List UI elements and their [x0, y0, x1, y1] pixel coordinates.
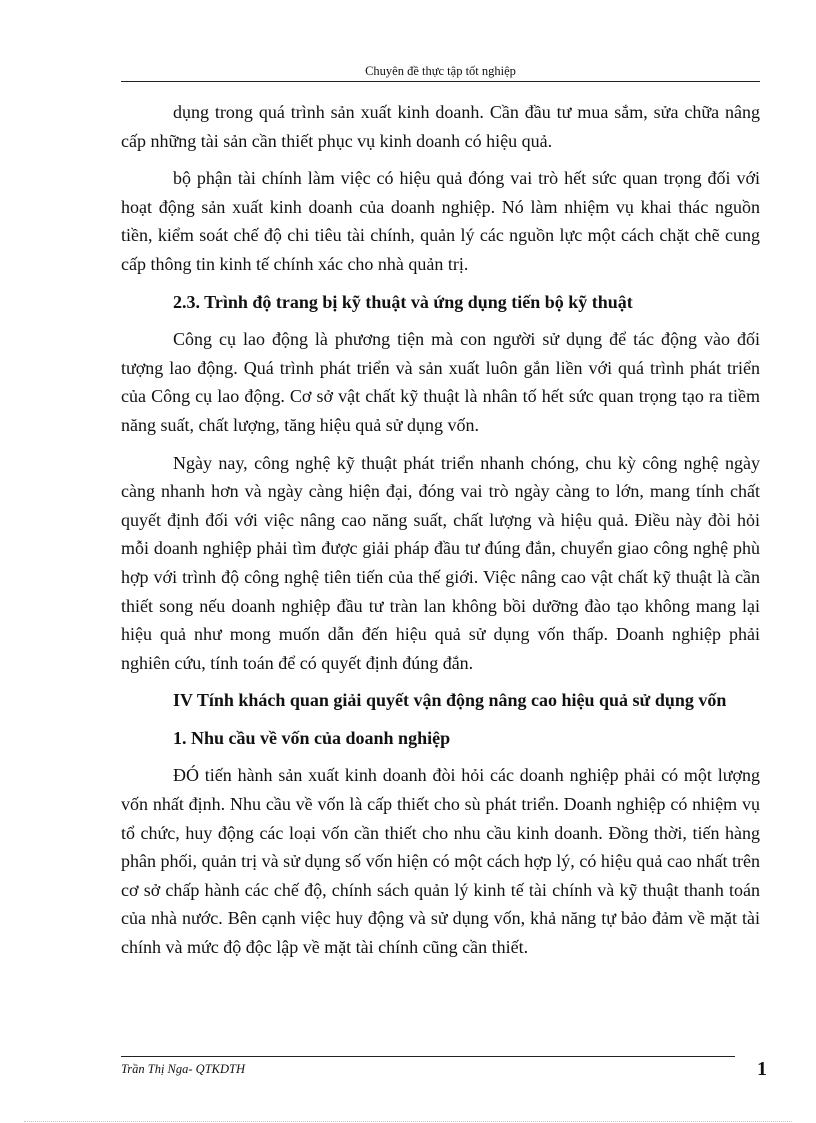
section-heading-2-3: 2.3. Trình độ trang bị kỹ thuật và ứng dụng tiến bộ kỹ thuật	[173, 291, 633, 312]
header-divider	[121, 81, 760, 82]
paragraph-3: Công cụ lao động là phương tiện mà con người sử dụng để tác động vào đối tượng lao động. Quá trình phát triển và sản xuất luôn gắn liền với quá trình phát triển của Công cụ lao động. Cơ sở vật chất kỹ thuật là nhân tố hết sức quan trọng tạo ra tiềm năng suất, chất lượng, tăng hiệu quả sử dụng vốn.	[121, 329, 760, 435]
section-heading-1: 1. Nhu cầu về vốn của doanh nghiệp	[173, 727, 451, 748]
page-bottom-edge	[24, 1121, 792, 1122]
footer-divider	[121, 1056, 735, 1057]
paragraph-1: dụng trong quá trình sản xuất kinh doanh. Cần đầu tư mua sắm, sửa chữa nâng cấp những tài sản cần thiết phục vụ kinh doanh có hiệu quả.	[121, 102, 760, 151]
paragraph-4: Ngày nay, công nghệ kỹ thuật phát triển nhanh chóng, chu kỳ công nghệ ngày càng nhanh hơn và ngày càng hiện đại, đóng vai trò ngày càng to lớn, mang tính chất quyết định đối với việc nâng cao năng suất, chất lượng và hiệu quả. Điều này đòi hỏi mỗi doanh nghiệp phải tìm được giải pháp đầu tư đúng đắn, chuyển giao công nghệ phù hợp với trình độ công nghệ tiên tiến của thế giới. Việc nâng cao vật chất kỹ thuật là cần thiết song nếu doanh nghiệp đầu tư tràn lan không bồi dưỡng đào tạo không mang lại hiệu quả như mong muốn dẫn đến hiệu quả sử dụng vốn thấp. Doanh nghiệp phải nghiên cứu, tính toán để có quyết định đúng đắn.	[121, 452, 760, 673]
page-number: 1	[757, 1058, 767, 1080]
footer-author: Trần Thị Nga- QTKDTH	[121, 1062, 245, 1076]
paragraph-5: ĐÓ tiến hành sản xuất kinh doanh đòi hỏi các doanh nghiệp phải có một lượng vốn nhất định. Nhu cầu về vốn là cấp thiết cho sù phát triển. Doanh nghiệp có nhiệm vụ tổ chức, huy động các loại vốn cần thiết cho nhu cầu kinh doanh. Đồng thời, tiến hàng phân phối, quản trị và sử dụng số vốn hiện có một cách hợp lý, có hiệu quả cao nhất trên cơ sở chấp hành các chế độ, chính sách quản lý kinh tế tài chính và kỹ thuật thanh toán của nhà nước. Bên cạnh việc huy động và sử dụng vốn, khả năng tự bảo đảm về mặt tài chính và mức độ độc lập về mặt tài chính cũng cần thiết.	[121, 765, 760, 958]
section-heading-iv: IV Tính khách quan giải quyết vận động nâng cao hiệu quả sử dụng vốn	[173, 690, 727, 711]
paragraph-2: bộ phận tài chính làm việc có hiệu quả đóng vai trò hết sức quan trọng đối với hoạt động sản xuất kinh doanh của doanh nghiệp. Nó làm nhiệm vụ khai thác nguồn tiền, kiểm soát chế độ chi tiêu tài chính, quản lý các nguồn lực một cách chặt chẽ cung cấp thông tin kinh tế chính xác cho nhà quản trị.	[121, 168, 760, 274]
page-header: Chuyên đề thực tập tốt nghiệp	[365, 64, 516, 78]
document-body	[121, 98, 760, 971]
